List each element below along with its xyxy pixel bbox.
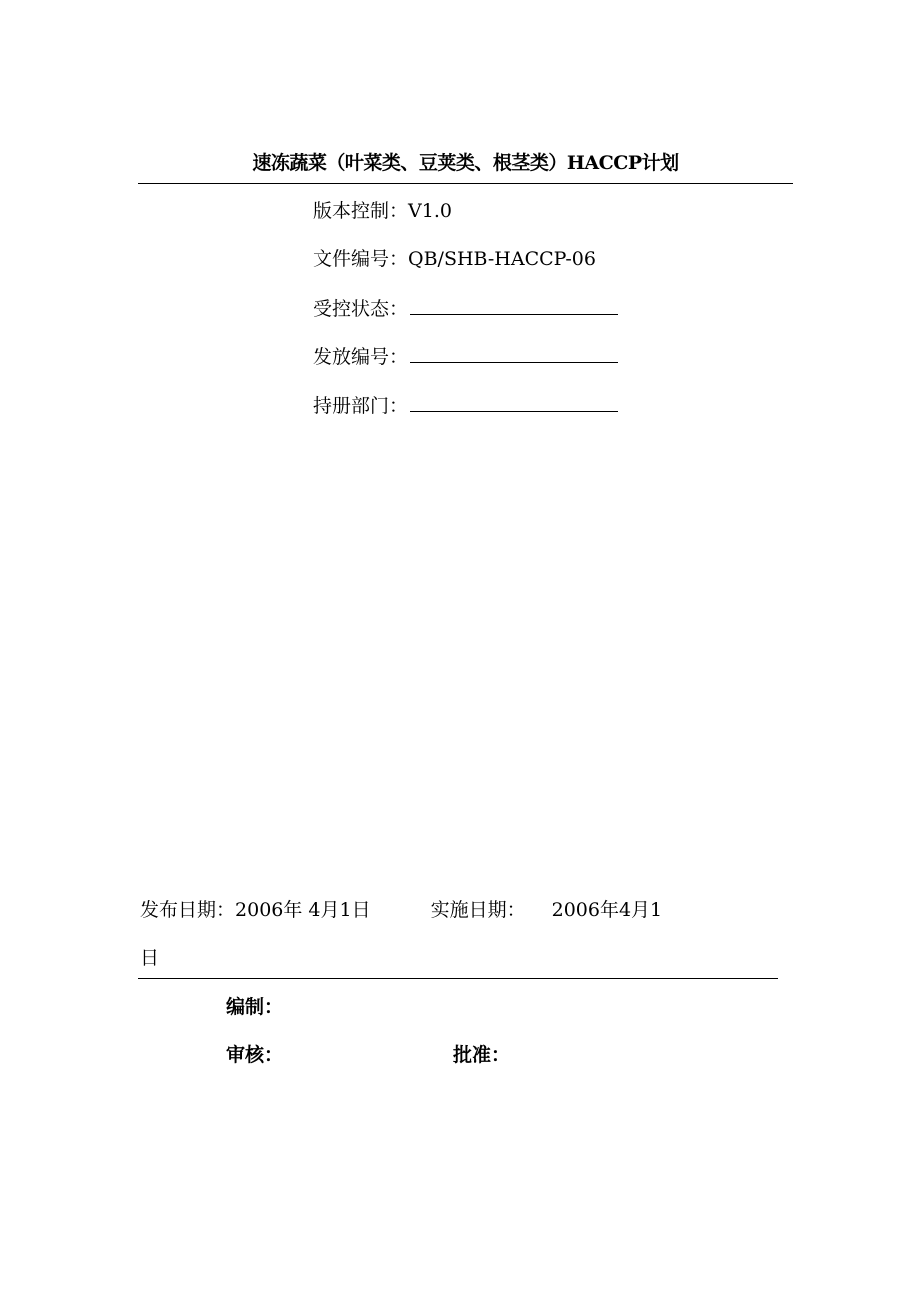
document-title: 速冻蔬菜（叶菜类、豆荚类、根茎类）HACCP计划 <box>252 152 679 174</box>
effective-date: 2006年4月1 <box>551 899 663 921</box>
issue-date: 2006年 4月1日 <box>235 899 371 921</box>
fill-in-line <box>410 344 618 363</box>
title-divider <box>138 183 793 184</box>
field-value: QB/SHB-HACCP-06 <box>408 248 596 270</box>
reviewed-by-label: 审核： <box>226 1044 284 1066</box>
holding-department-field <box>313 393 618 418</box>
control-status-field <box>313 296 618 321</box>
dates-divider <box>138 978 778 979</box>
issue-date-label: 发布日期： <box>140 899 236 921</box>
effective-date-label: 实施日期： <box>430 899 526 921</box>
field-label: 受控状态： <box>313 298 409 320</box>
field-label: 持册部门： <box>313 395 409 417</box>
dates-line <box>140 898 662 922</box>
version-control-field <box>313 199 452 223</box>
distribution-number-field <box>313 344 618 369</box>
document-number-field <box>313 247 596 271</box>
field-label: 发放编号： <box>313 346 409 368</box>
field-label: 版本控制： <box>313 200 409 222</box>
fill-in-line <box>410 296 618 315</box>
prepared-by-label: 编制： <box>226 996 284 1018</box>
field-label: 文件编号： <box>313 248 409 270</box>
field-value: V1.0 <box>408 200 452 222</box>
approved-by-label: 批准： <box>453 1044 511 1066</box>
fill-in-line <box>410 393 618 412</box>
effective-date-tail: 日 <box>140 947 160 969</box>
